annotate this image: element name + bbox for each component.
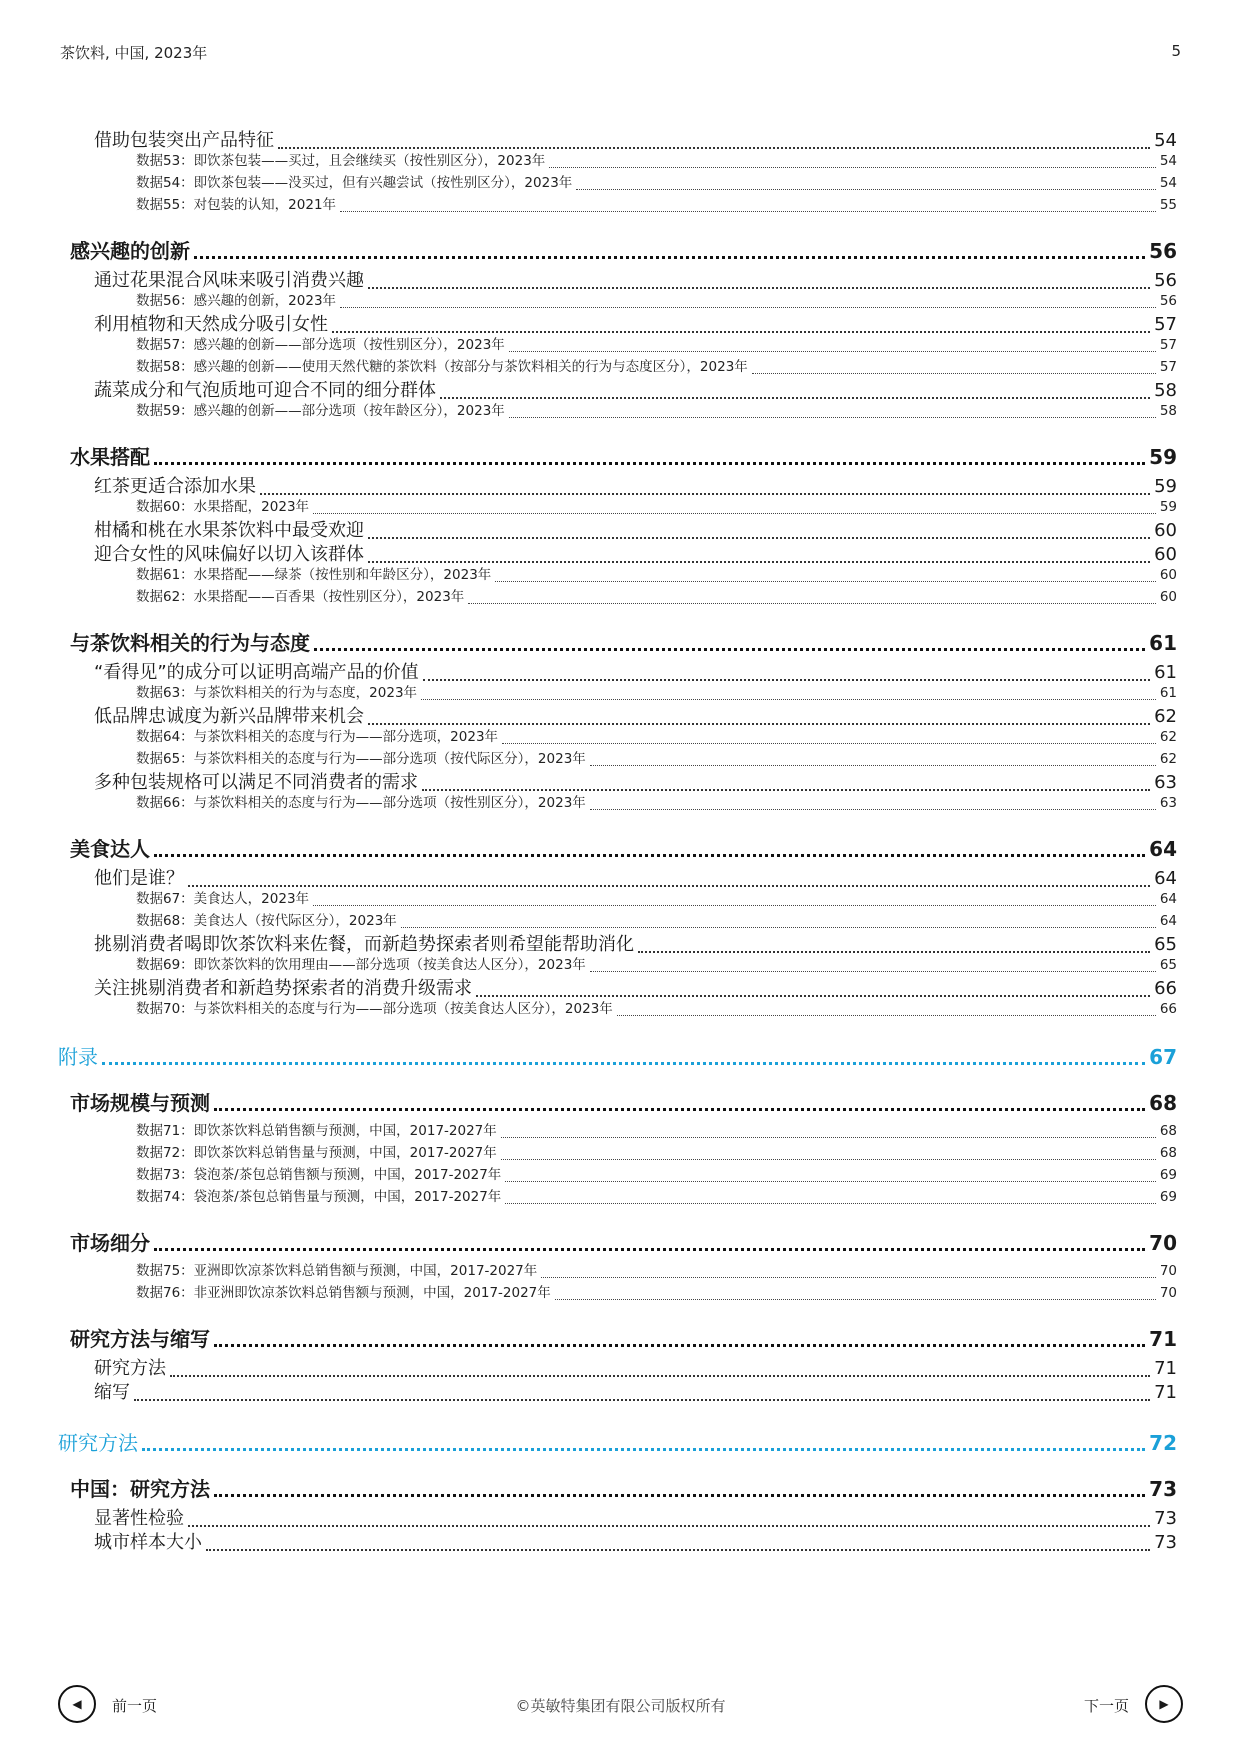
toc-entry-title: 多种包装规格可以满足不同消费者的需求 [94, 772, 418, 793]
toc-entry-page: 69 [1159, 1167, 1177, 1183]
toc-leader-dots [502, 743, 1156, 744]
previous-page-link[interactable]: 前一页 [112, 1697, 158, 1715]
toc-entry-page: 70 [1149, 1231, 1177, 1255]
toc-figure[interactable] [136, 1120, 1177, 1142]
toc-entry-title: 红茶更适合添加水果 [94, 476, 256, 497]
toc-entry-title: 他们是谁？ [94, 868, 184, 889]
toc-entry-title: 显著性检验 [94, 1508, 184, 1529]
toc-entry-title: 数据68：美食达人（按代际区分），2023年 [136, 913, 397, 929]
toc-leader-dots [495, 581, 1156, 582]
toc-entry-page: 73 [1154, 1508, 1177, 1529]
toc-figure[interactable] [136, 334, 1177, 356]
toc-entry-title: 数据53：即饮茶包装——买过，且会继续买（按性别区分），2023年 [136, 153, 546, 169]
toc-section[interactable] [70, 1324, 1177, 1354]
toc-subsection[interactable] [94, 1506, 1177, 1532]
toc-figure[interactable] [136, 150, 1177, 172]
toc-entry-title: 数据65：与茶饮料相关的态度与行为——部分选项（按代际区分），2023年 [136, 751, 586, 767]
toc-entry-page: 65 [1154, 934, 1177, 955]
toc-section[interactable] [70, 1474, 1177, 1504]
toc-entry-page: 69 [1159, 1189, 1177, 1205]
toc-entry-page: 72 [1149, 1431, 1177, 1455]
toc-section[interactable] [58, 1428, 1177, 1458]
toc-leader-dots [206, 1549, 1150, 1551]
toc-entry-title: 数据56：感兴趣的创新，2023年 [136, 293, 337, 309]
toc-entry-page: 55 [1159, 197, 1177, 213]
toc-entry-title: 数据59：感兴趣的创新——部分选项（按年龄区分），2023年 [136, 403, 505, 419]
toc-leader-dots [170, 1375, 1150, 1377]
toc-leader-dots [154, 1248, 1145, 1251]
toc-entry-title: 数据73：袋泡茶/茶包总销售额与预测，中国，2017-2027年 [136, 1167, 502, 1183]
toc-leader-dots [541, 1277, 1156, 1278]
toc-section[interactable] [58, 1042, 1177, 1072]
toc-section[interactable] [70, 1088, 1177, 1118]
toc-section[interactable] [70, 1228, 1177, 1258]
toc-entry-title: 研究方法与缩写 [70, 1327, 210, 1351]
toc-leader-dots [638, 951, 1150, 953]
toc-entry-title: 研究方法 [58, 1431, 138, 1455]
toc-leader-dots [188, 1525, 1150, 1527]
toc-entry-page: 54 [1159, 175, 1177, 191]
toc-figure[interactable] [136, 1282, 1177, 1304]
toc-entry-page: 61 [1154, 662, 1177, 683]
toc-leader-dots [368, 561, 1150, 563]
toc-entry-title: 数据72：即饮茶饮料总销售量与预测，中国，2017-2027年 [136, 1145, 497, 1161]
toc-figure[interactable] [136, 726, 1177, 748]
toc-entry-page: 68 [1159, 1145, 1177, 1161]
toc-figure[interactable] [136, 1164, 1177, 1186]
toc-leader-dots [468, 603, 1156, 604]
toc-entry-page: 73 [1149, 1477, 1177, 1501]
toc-figure[interactable] [136, 888, 1177, 910]
toc-leader-dots [617, 1015, 1156, 1016]
toc-entry-title: 市场规模与预测 [70, 1091, 210, 1115]
toc-entry-page: 56 [1159, 293, 1177, 309]
toc-leader-dots [142, 1448, 1145, 1451]
toc-leader-dots [509, 351, 1156, 352]
next-page-button[interactable] [1145, 1685, 1183, 1723]
toc-entry-page: 63 [1159, 795, 1177, 811]
toc-leader-dots [154, 462, 1145, 465]
toc-entry-title: 感兴趣的创新 [70, 239, 190, 263]
toc-entry-title: 利用植物和天然成分吸引女性 [94, 314, 328, 335]
toc-figure[interactable] [136, 356, 1177, 378]
toc-leader-dots [590, 809, 1156, 810]
toc-leader-dots [340, 211, 1156, 212]
toc-entry-page: 59 [1154, 476, 1177, 497]
toc-leader-dots [340, 307, 1156, 308]
toc-entry-title: 数据67：美食达人，2023年 [136, 891, 310, 907]
toc-leader-dots [214, 1108, 1145, 1111]
toc-entry-page: 54 [1154, 130, 1177, 151]
toc-figure[interactable] [136, 954, 1177, 976]
toc-entry-page: 62 [1159, 751, 1177, 767]
toc-subsection[interactable] [94, 1380, 1177, 1406]
toc-entry-page: 71 [1154, 1382, 1177, 1403]
toc-leader-dots [590, 971, 1156, 972]
toc-entry-title: 数据75：亚洲即饮凉茶饮料总销售额与预测，中国，2017-2027年 [136, 1263, 538, 1279]
toc-subsection[interactable] [94, 1356, 1177, 1382]
toc-entry-title: 美食达人 [70, 837, 150, 861]
toc-leader-dots [505, 1181, 1156, 1182]
toc-entry-page: 73 [1154, 1532, 1177, 1553]
toc-entry-page: 63 [1154, 772, 1177, 793]
toc-figure[interactable] [136, 400, 1177, 422]
toc-entry-title: 数据74：袋泡茶/茶包总销售量与预测，中国，2017-2027年 [136, 1189, 502, 1205]
arrow-right-icon: ▶ [1159, 1697, 1169, 1711]
toc-leader-dots [194, 256, 1145, 259]
toc-leader-dots [332, 331, 1150, 333]
toc-entry-page: 57 [1159, 337, 1177, 353]
toc-entry-title: 借助包装突出产品特征 [94, 130, 274, 151]
arrow-left-icon: ◀ [72, 1697, 82, 1711]
toc-leader-dots [314, 648, 1145, 651]
toc-entry-title: 数据64：与茶饮料相关的态度与行为——部分选项，2023年 [136, 729, 499, 745]
toc-figure[interactable] [136, 172, 1177, 194]
toc-entry-page: 67 [1149, 1045, 1177, 1069]
toc-leader-dots [154, 854, 1145, 857]
toc-leader-dots [368, 537, 1150, 539]
toc-figure[interactable] [136, 1186, 1177, 1208]
toc-entry-page: 61 [1159, 685, 1177, 701]
toc-leader-dots [590, 765, 1156, 766]
toc-leader-dots [278, 147, 1150, 149]
toc-entry-title: 研究方法 [94, 1358, 166, 1379]
toc-figure[interactable] [136, 910, 1177, 932]
toc-entry-page: 59 [1149, 445, 1177, 469]
toc-entry-page: 62 [1154, 706, 1177, 727]
toc-entry-title: 数据63：与茶饮料相关的行为与态度，2023年 [136, 685, 418, 701]
toc-entry-title: 附录 [58, 1045, 98, 1069]
toc-leader-dots [549, 167, 1156, 168]
toc-entry-title: 低品牌忠诚度为新兴品牌带来机会 [94, 706, 364, 727]
toc-entry-title: 数据66：与茶饮料相关的态度与行为——部分选项（按性别区分），2023年 [136, 795, 586, 811]
toc-entry-title: 迎合女性的风味偏好以切入该群体 [94, 544, 364, 565]
toc-leader-dots [401, 927, 1156, 928]
toc-entry-page: 71 [1154, 1358, 1177, 1379]
toc-entry-page: 64 [1149, 837, 1177, 861]
toc-leader-dots [509, 417, 1156, 418]
toc-entry-page: 62 [1159, 729, 1177, 745]
toc-entry-title: 数据61：水果搭配——绿茶（按性别和年龄区分），2023年 [136, 567, 492, 583]
toc-entry-title: 水果搭配 [70, 445, 150, 469]
toc-leader-dots [576, 189, 1156, 190]
toc-entry-title: 挑剔消费者喝即饮茶饮料来佐餐，而新趋势探索者则希望能帮助消化 [94, 934, 634, 955]
toc-entry-title: 数据58：感兴趣的创新——使用天然代糖的茶饮料（按部分与茶饮料相关的行为与态度区分），2023年 [136, 359, 748, 375]
toc-entry-page: 60 [1154, 520, 1177, 541]
toc-figure[interactable] [136, 194, 1177, 216]
toc-leader-dots [102, 1062, 1145, 1065]
toc-leader-dots [423, 679, 1150, 681]
toc-leader-dots [476, 995, 1150, 997]
toc-entry-page: 66 [1154, 978, 1177, 999]
toc-entry-page: 60 [1159, 567, 1177, 583]
toc-entry-page: 61 [1149, 631, 1177, 655]
toc-figure[interactable] [136, 1260, 1177, 1282]
toc-leader-dots [214, 1494, 1145, 1497]
toc-section[interactable] [70, 628, 1177, 658]
toc-subsection[interactable] [94, 518, 1177, 544]
toc-entry-title: 数据70：与茶饮料相关的态度与行为——部分选项（按美食达人区分），2023年 [136, 1001, 613, 1017]
toc-leader-dots [368, 723, 1150, 725]
toc-entry-page: 57 [1154, 314, 1177, 335]
report-title: 茶饮料, 中国, 2023年 [60, 44, 208, 62]
toc-figure[interactable] [136, 792, 1177, 814]
toc-entry-title: 数据55：对包装的认知，2021年 [136, 197, 337, 213]
toc-entry-page: 70 [1159, 1285, 1177, 1301]
toc-leader-dots [422, 789, 1150, 791]
toc-leader-dots [501, 1159, 1156, 1160]
toc-entry-page: 65 [1159, 957, 1177, 973]
toc-entry-page: 68 [1149, 1091, 1177, 1115]
toc-entry-page: 56 [1154, 270, 1177, 291]
toc-figure[interactable] [136, 496, 1177, 518]
toc-figure[interactable] [136, 1142, 1177, 1164]
toc-entry-page: 60 [1154, 544, 1177, 565]
page-footer [58, 1685, 1183, 1729]
toc-section[interactable] [70, 236, 1177, 266]
toc-entry-title: 数据57：感兴趣的创新——部分选项（按性别区分），2023年 [136, 337, 505, 353]
toc-entry-page: 64 [1159, 913, 1177, 929]
toc-section[interactable] [70, 442, 1177, 472]
toc-leader-dots [313, 905, 1156, 906]
toc-entry-title: 数据71：即饮茶饮料总销售额与预测，中国，2017-2027年 [136, 1123, 497, 1139]
page-number: 5 [1171, 42, 1181, 60]
toc-leader-dots [555, 1299, 1156, 1300]
copyright-notice: ©英敏特集团有限公司版权所有 [515, 1697, 726, 1715]
toc-entry-title: 城市样本大小 [94, 1532, 202, 1553]
toc-entry-title: 蔬菜成分和气泡质地可迎合不同的细分群体 [94, 380, 436, 401]
toc-entry-title: 中国：研究方法 [70, 1477, 210, 1501]
toc-entry-title: 关注挑剔消费者和新趋势探索者的消费升级需求 [94, 978, 472, 999]
toc-leader-dots [752, 373, 1156, 374]
toc-figure[interactable] [136, 682, 1177, 704]
toc-entry-page: 68 [1159, 1123, 1177, 1139]
toc-leader-dots [440, 397, 1150, 399]
toc-section[interactable] [70, 834, 1177, 864]
toc-figure[interactable] [136, 998, 1177, 1020]
toc-entry-page: 70 [1159, 1263, 1177, 1279]
toc-figure[interactable] [136, 564, 1177, 586]
toc-leader-dots [368, 287, 1150, 289]
toc-entry-page: 58 [1154, 380, 1177, 401]
toc-entry-page: 58 [1159, 403, 1177, 419]
toc-leader-dots [505, 1203, 1156, 1204]
toc-entry-title: 通过花果混合风味来吸引消费兴趣 [94, 270, 364, 291]
toc-figure[interactable] [136, 290, 1177, 312]
toc-entry-title: 柑橘和桃在水果茶饮料中最受欢迎 [94, 520, 364, 541]
toc-leader-dots [188, 885, 1150, 887]
toc-entry-page: 64 [1154, 868, 1177, 889]
toc-leader-dots [421, 699, 1156, 700]
toc-leader-dots [134, 1399, 1150, 1401]
toc-entry-title: 数据54：即饮茶包装——没买过，但有兴趣尝试（按性别区分），2023年 [136, 175, 573, 191]
toc-entry-page: 54 [1159, 153, 1177, 169]
toc-leader-dots [501, 1137, 1156, 1138]
toc-entry-title: 数据69：即饮茶饮料的饮用理由——部分选项（按美食达人区分），2023年 [136, 957, 586, 973]
toc-entry-page: 57 [1159, 359, 1177, 375]
toc-entry-page: 64 [1159, 891, 1177, 907]
toc-figure[interactable] [136, 586, 1177, 608]
toc-figure[interactable] [136, 748, 1177, 770]
toc-leader-dots [214, 1344, 1145, 1347]
toc-entry-page: 60 [1159, 589, 1177, 605]
toc-entry-title: “看得见”的成分可以证明高端产品的价值 [94, 662, 419, 683]
toc-subsection[interactable] [94, 1530, 1177, 1556]
toc-entry-page: 71 [1149, 1327, 1177, 1351]
toc-entry-title: 数据62：水果搭配——百香果（按性别区分），2023年 [136, 589, 465, 605]
next-page-link[interactable]: 下一页 [1083, 1697, 1129, 1715]
toc-entry-page: 56 [1149, 239, 1177, 263]
toc-entry-title: 缩写 [94, 1382, 130, 1403]
toc-entry-title: 市场细分 [70, 1231, 150, 1255]
toc-entry-title: 数据76：非亚洲即饮凉茶饮料总销售额与预测，中国，2017-2027年 [136, 1285, 551, 1301]
toc-entry-page: 66 [1159, 1001, 1177, 1017]
toc-leader-dots [260, 493, 1150, 495]
toc-leader-dots [313, 513, 1156, 514]
toc-entry-title: 数据60：水果搭配，2023年 [136, 499, 310, 515]
toc-entry-page: 59 [1159, 499, 1177, 515]
page-header [60, 42, 1181, 66]
toc-entry-title: 与茶饮料相关的行为与态度 [70, 631, 310, 655]
